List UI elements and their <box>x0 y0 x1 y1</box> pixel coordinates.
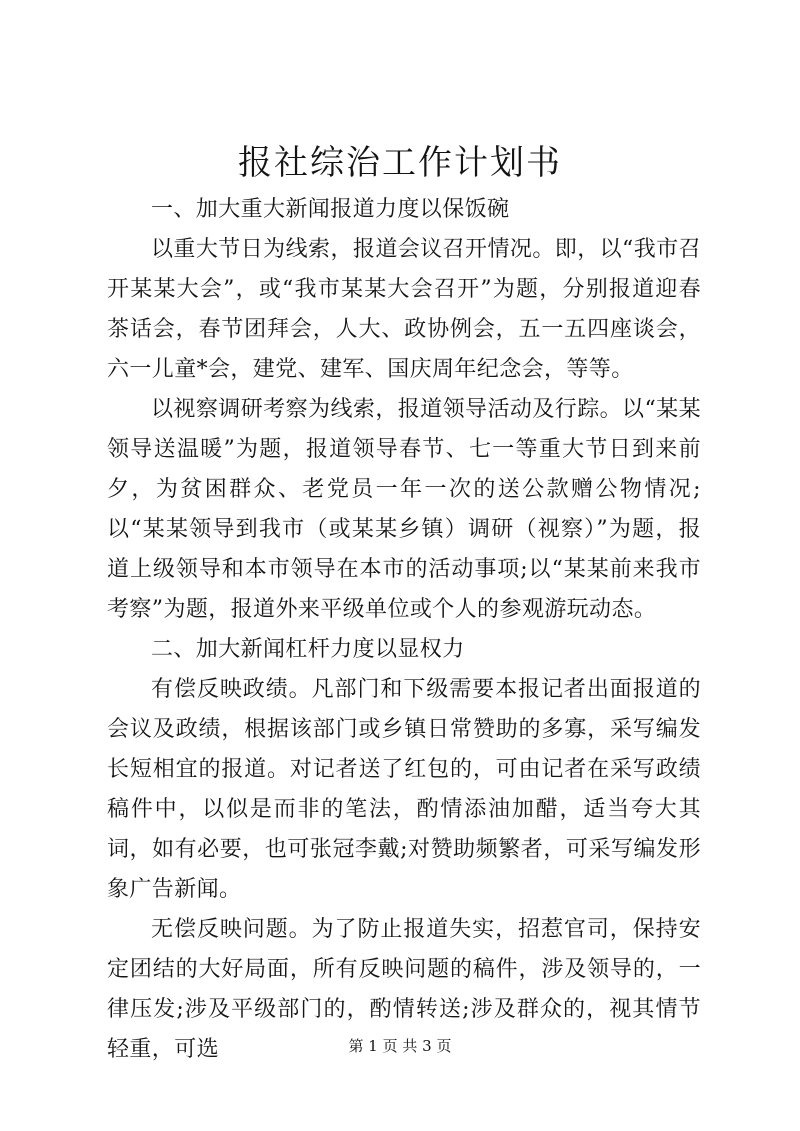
body-paragraph: 以视察调研考察为线索，报道领导活动及行踪。以“某某领导送温暖”为题，报道领导春节、七一等重大节日到来前夕，为贫困群众、老党员一年一次的送公款赠公物情况;以“某某领导到我市（或某某乡镇）调研（视察）”为题，报道上级领导和本市领导在本市的活动事项;以“某某前来我市考察”为题，报道外来平级单位或个人的参观游玩动态。 <box>107 397 701 622</box>
section-heading-2: 二、加大新闻杠杆力度以显权力 <box>151 637 465 662</box>
body-paragraph: 无偿反映问题。为了防止报道失实，招惹官司，保持安定团结的大好局面，所有反映问题的稿件，涉及领导的，一律压发;涉及平级部门的，酌情转送;涉及群众的，视其情节轻重，可选 <box>107 917 701 1062</box>
document-body <box>107 190 701 1070</box>
document-title: 报社综治工作计划书 <box>238 143 562 183</box>
section-heading-1: 一、加大重大新闻报道力度以保饭碗 <box>151 197 510 222</box>
body-paragraph: 以重大节日为线索，报道会议召开情况。即，以“我市召开某某大会”，或“我市某某大会召开”为题，分别报道迎春茶话会，春节团拜会，人大、政协例会，五一五四座谈会，六一儿童*会，建党、建军、国庆周年纪念会，等等。 <box>107 237 701 382</box>
body-paragraph: 有偿反映政绩。凡部门和下级需要本报记者出面报道的会议及政绩，根据该部门或乡镇日常赞助的多寡，采写编发长短相宜的报道。对记者送了红包的，可由记者在采写政绩稿件中，以似是而非的笔法，酌情添油加醋，适当夸大其词，如有必要，也可张冠李戴;对赞助频繁者，可采写编发形象广告新闻。 <box>107 677 701 902</box>
page-number-footer: 第 1 页 共 3 页 <box>348 1037 452 1055</box>
